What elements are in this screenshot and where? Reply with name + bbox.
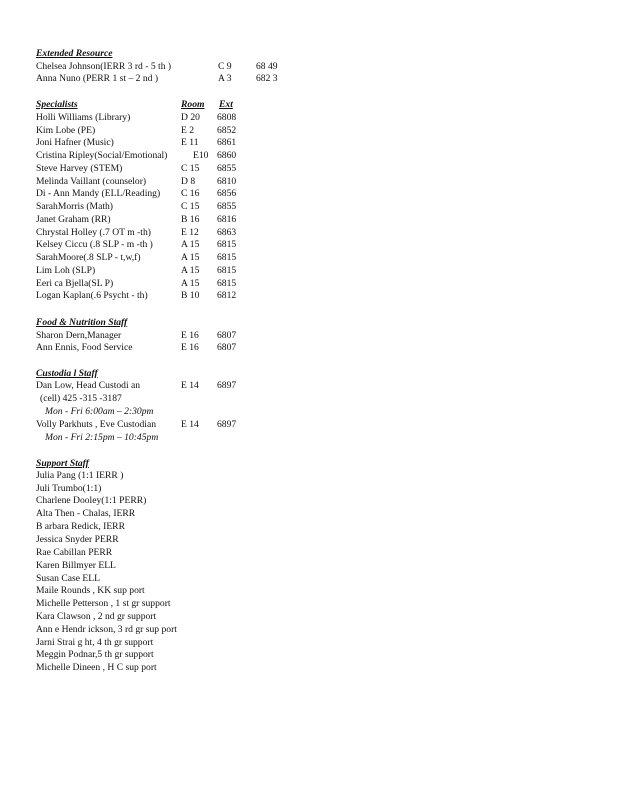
staff-name: Maile Rounds , KK sup port bbox=[36, 585, 145, 596]
room-column-header: Room bbox=[181, 99, 205, 110]
staff-name: Anna Nuno (PERR 1 st – 2 nd ) bbox=[36, 73, 159, 84]
staff-name: Karen Billmyer ELL bbox=[36, 560, 116, 571]
extension-number: 6863 bbox=[217, 227, 237, 238]
room-number: A 15 bbox=[181, 239, 200, 250]
room-number: C 9 bbox=[218, 61, 232, 72]
staff-name: Kelsey Ciccu (.8 SLP - m -th ) bbox=[36, 239, 153, 250]
room-number: E 16 bbox=[181, 342, 199, 353]
room-number: B 16 bbox=[181, 214, 200, 225]
cell-phone: (cell) 425 -315 -3187 bbox=[40, 393, 122, 404]
staff-name: Rae Cabillan PERR bbox=[36, 547, 113, 558]
staff-name: B arbara Redick, IERR bbox=[36, 521, 125, 532]
extension-number: 6897 bbox=[217, 419, 237, 430]
staff-name: Kim Lobe (PE) bbox=[36, 125, 96, 136]
room-number: D 8 bbox=[181, 176, 196, 187]
room-number: E 16 bbox=[181, 330, 199, 341]
staff-name: Meggin Podnar,5 th gr support bbox=[36, 649, 154, 660]
work-schedule: Mon - Fri 2:15pm – 10:45pm bbox=[45, 432, 159, 443]
room-number: C 16 bbox=[181, 188, 200, 199]
custodial-heading: Custodia l Staff bbox=[36, 368, 98, 379]
room-number: C 15 bbox=[181, 163, 200, 174]
staff-name: Chrystal Holley (.7 OT m -th) bbox=[36, 227, 151, 238]
room-number: E 14 bbox=[181, 380, 199, 391]
support-staff-heading: Support Staff bbox=[36, 458, 89, 469]
ext-column-header: Ext bbox=[219, 99, 233, 110]
specialists-heading: Specialists bbox=[36, 99, 78, 110]
staff-name: Logan Kaplan(.6 Psycht - th) bbox=[36, 290, 148, 301]
extension-number: 6855 bbox=[217, 201, 237, 212]
room-number: E 2 bbox=[181, 125, 195, 136]
staff-name: Jarni Strai g ht, 4 th gr support bbox=[36, 637, 154, 648]
staff-name: Janet Graham (RR) bbox=[36, 214, 111, 225]
extension-number: 6807 bbox=[217, 330, 237, 341]
staff-name: Michelle Dineen , H C sup port bbox=[36, 662, 157, 673]
staff-name: SarahMoore(.8 SLP - t,w,f) bbox=[36, 252, 141, 263]
staff-name: Cristina Ripley(Social/Emotional) bbox=[36, 150, 168, 161]
staff-name: Ann e Hendr ickson, 3 rd gr sup port bbox=[36, 624, 177, 635]
staff-name: Charlene Dooley(1:1 PERR) bbox=[36, 495, 147, 506]
room-number: C 15 bbox=[181, 201, 200, 212]
room-number: D 20 bbox=[181, 112, 200, 123]
extension-number: 6812 bbox=[217, 290, 237, 301]
room-number: A 15 bbox=[181, 252, 200, 263]
extension-number: 6897 bbox=[217, 380, 237, 391]
staff-name: Kara Clawson , 2 nd gr support bbox=[36, 611, 157, 622]
extension-number: 6852 bbox=[217, 125, 237, 136]
room-number: B 10 bbox=[181, 290, 200, 301]
extension-number: 6816 bbox=[217, 214, 237, 225]
staff-name: Volly Parkhuts , Eve Custodian bbox=[36, 419, 157, 430]
room-number: E 11 bbox=[181, 137, 199, 148]
staff-name: Susan Case ELL bbox=[36, 573, 100, 584]
staff-name: Di - Ann Mandy (ELL/Reading) bbox=[36, 188, 161, 199]
extension-number: 6815 bbox=[217, 252, 237, 263]
room-number: E 12 bbox=[181, 227, 199, 238]
staff-name: Melinda Vaillant (counselor) bbox=[36, 176, 147, 187]
staff-name: Sharon Dern,Manager bbox=[36, 330, 122, 341]
extension-number: 6815 bbox=[217, 278, 237, 289]
staff-name: Jessica Snyder PERR bbox=[36, 534, 119, 545]
room-number: A 3 bbox=[218, 73, 232, 84]
staff-name: Alta Then - Chalas, IERR bbox=[36, 508, 136, 519]
extension-number: 6815 bbox=[217, 239, 237, 250]
room-number: A 15 bbox=[181, 265, 200, 276]
staff-name: Juli Trumbo(1:1) bbox=[36, 483, 102, 494]
extension-number: 6860 bbox=[217, 150, 237, 161]
staff-name: Dan Low, Head Custodi an bbox=[36, 380, 141, 391]
staff-name: Chelsea Johnson(IERR 3 rd - 5 th ) bbox=[36, 61, 172, 72]
work-schedule: Mon - Fri 6:00am – 2:30pm bbox=[45, 406, 154, 417]
staff-name: Eeri ca Bjella(SL P) bbox=[36, 278, 114, 289]
extension-number: 6861 bbox=[217, 137, 237, 148]
room-number: E 14 bbox=[181, 419, 199, 430]
extension-number: 68 49 bbox=[256, 61, 278, 72]
staff-name: Steve Harvey (STEM) bbox=[36, 163, 123, 174]
room-number: E10 bbox=[193, 150, 209, 161]
extended-resource-heading: Extended Resource bbox=[36, 48, 113, 59]
extension-number: 6855 bbox=[217, 163, 237, 174]
extension-number: 6815 bbox=[217, 265, 237, 276]
extension-number: 682 3 bbox=[256, 73, 278, 84]
staff-name: SarahMorris (Math) bbox=[36, 201, 113, 212]
staff-name: Lim Loh (SLP) bbox=[36, 265, 96, 276]
extension-number: 6808 bbox=[217, 112, 237, 123]
extension-number: 6810 bbox=[217, 176, 237, 187]
extension-number: 6856 bbox=[217, 188, 237, 199]
staff-name: Holli Williams (Library) bbox=[36, 112, 131, 123]
staff-name: Julia Pang (1:1 IERR ) bbox=[36, 470, 124, 481]
extension-number: 6807 bbox=[217, 342, 237, 353]
staff-name: Michelle Petterson , 1 st gr support bbox=[36, 598, 171, 609]
staff-name: Ann Ennis, Food Service bbox=[36, 342, 133, 353]
staff-name: Joni Hafner (Music) bbox=[36, 137, 114, 148]
room-number: A 15 bbox=[181, 278, 200, 289]
food-nutrition-heading: Food & Nutrition Staff bbox=[36, 317, 128, 328]
